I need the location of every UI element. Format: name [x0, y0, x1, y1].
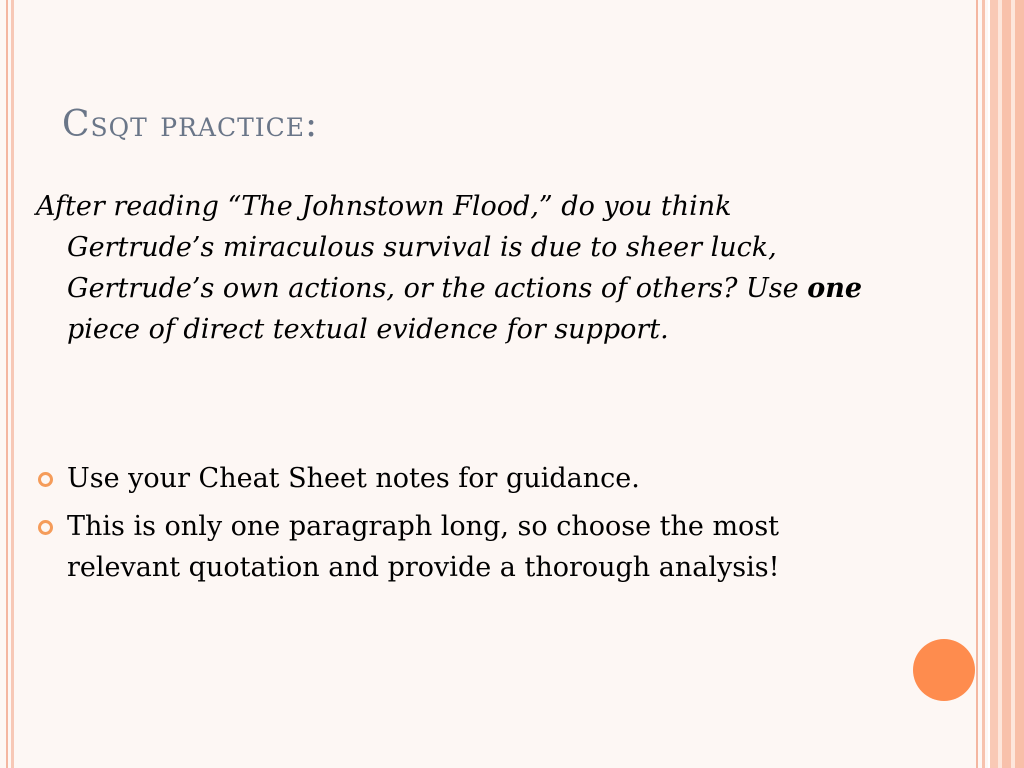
- bullet-text: Use your Cheat Sheet notes for guidance.: [67, 463, 640, 494]
- right-border-stripes: [976, 0, 1024, 768]
- bullet-text: relevant quotation and provide a thorough analysis!: [67, 552, 780, 583]
- prompt-line-2: Gertrude’s miraculous survival is due to sheer luck,: [67, 232, 777, 263]
- bullet-list: [36, 458, 956, 595]
- prompt-line-4: piece of direct textual evidence for support.: [67, 314, 669, 345]
- decorative-orange-circle-icon: [913, 639, 975, 701]
- prompt-line-3-text: Gertrude’s own actions, or the actions of others? Use: [67, 273, 808, 304]
- stripe: [976, 0, 978, 768]
- slide-title: Csqt practice:: [62, 104, 319, 145]
- bullet-item: [36, 458, 956, 499]
- prompt-line-3: [36, 268, 956, 309]
- left-border-line: [11, 0, 14, 768]
- prompt-emphasis-one: one: [807, 273, 863, 304]
- stripe: [990, 0, 998, 768]
- bullet-item: [36, 506, 956, 588]
- bullet-text: This is only one paragraph long, so choose the most: [67, 511, 780, 542]
- stripe: [982, 0, 985, 768]
- stripe: [1015, 0, 1024, 768]
- prompt-line-1: After reading “The Johnstown Flood,” do you think: [36, 191, 732, 222]
- stripe: [1002, 0, 1011, 768]
- left-border-line: [6, 0, 8, 768]
- prompt-text: [36, 186, 956, 350]
- bullet-circle-icon: [38, 520, 53, 535]
- bullet-circle-icon: [38, 472, 53, 487]
